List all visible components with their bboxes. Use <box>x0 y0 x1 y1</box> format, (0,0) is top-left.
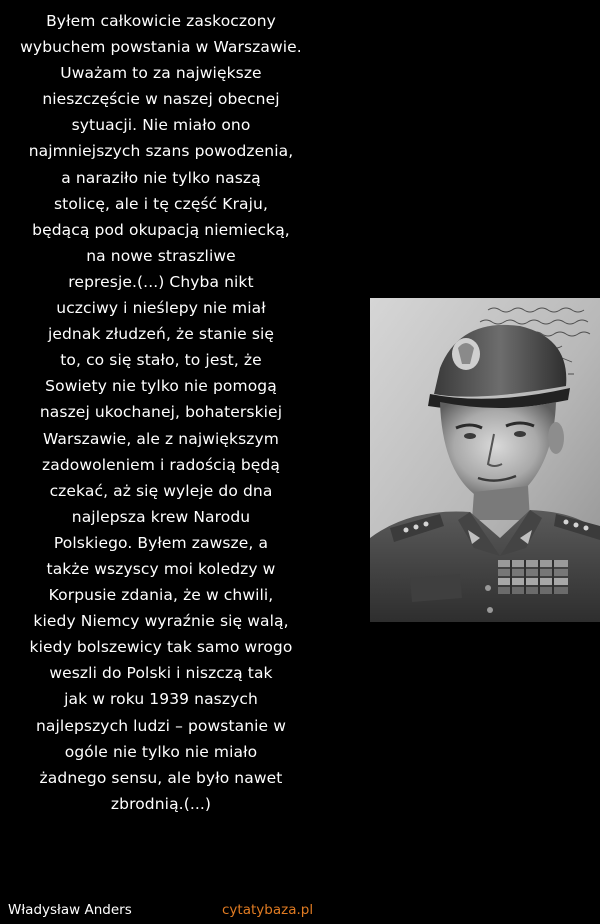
quote-line: to, co się stało, to jest, że <box>60 351 262 370</box>
quote-line: żadnego sensu, ale było nawet <box>39 768 283 787</box>
quote-line: czekać, aż się wyleje do dna <box>49 481 273 500</box>
quote-text <box>0 8 322 817</box>
quote-line: naszej ukochanej, bohaterskiej <box>39 403 283 422</box>
quote-line: wybuchem powstania w Warszawie. <box>20 38 302 57</box>
quote-line: Warszawie, ale z największym <box>42 429 280 448</box>
quote-line: Sowiety nie tylko nie pomogą <box>45 377 277 396</box>
footer <box>0 902 600 924</box>
quote-line: zadowoleniem i radością będą <box>42 455 280 474</box>
quote-line: weszli do Polski i niszczą tak <box>49 664 273 683</box>
quote-line: Byłem całkowicie zaskoczony <box>46 12 276 30</box>
quote-line: na nowe straszliwe <box>86 246 236 265</box>
quote-line: jednak złudzeń, że stanie się <box>47 325 275 344</box>
quote-line: represje.(...) Chyba nikt <box>68 272 254 291</box>
quote-line: sytuacji. Nie miało ono <box>71 116 251 135</box>
quote-line: uczciwy i nieślepy nie miał <box>56 299 266 318</box>
author-name: Władysław Anders <box>8 902 132 918</box>
author-portrait-photo <box>370 298 600 622</box>
quote-line: nieszczęście w naszej obecnej <box>42 90 280 109</box>
quote-line: jak w roku 1939 naszych <box>64 690 258 709</box>
quote-line: Polskiego. Byłem zawsze, a <box>53 533 269 552</box>
site-link[interactable]: cytatybaza.pl <box>222 902 314 918</box>
quote-line: ogóle nie tylko nie miało <box>64 742 258 761</box>
quote-line: najmniejszych szans powodzenia, <box>28 142 294 161</box>
quote-line: Korpusie zdania, że w chwili, <box>48 586 274 605</box>
author-portrait <box>370 298 600 622</box>
quote-line: a naraziło nie tylko naszą <box>61 168 261 187</box>
quote-line: stolicę, ale i tę część Kraju, <box>53 194 268 213</box>
quote-line: także wszyscy moi koledzy w <box>46 559 276 578</box>
quote-line: będącą pod okupacją niemiecką, <box>32 220 290 239</box>
quote-line: najlepsza krew Narodu <box>71 507 251 526</box>
quote-line: zbrodnią.(...) <box>110 794 212 813</box>
quote-line: najlepszych ludzi – powstanie w <box>35 716 286 735</box>
quote-line: kiedy Niemcy wyraźnie się walą, <box>33 612 289 631</box>
quote-line: kiedy bolszewicy tak samo wrogo <box>29 638 293 657</box>
quote-line: Uważam to za największe <box>60 64 262 83</box>
